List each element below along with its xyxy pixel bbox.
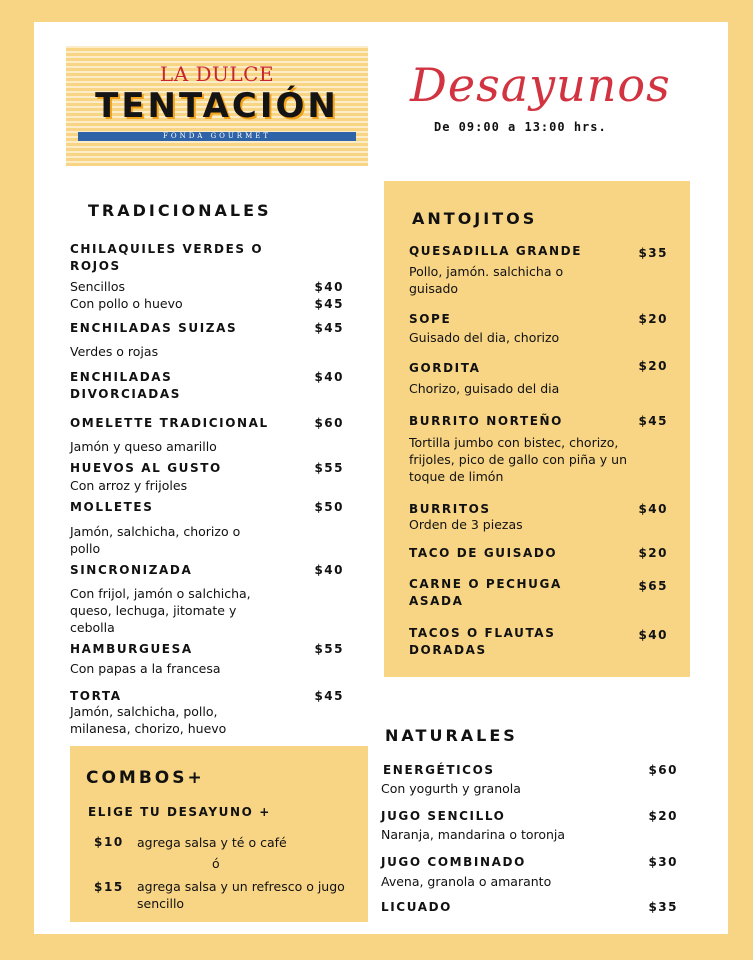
logo-line-2: TENTACIÓN — [95, 86, 339, 126]
item-name-burrito-norteno: BURRITO NORTEÑO — [409, 414, 563, 428]
item-name-sope: SOPE — [409, 312, 452, 326]
item-price-enchiladas-suizas: $45 — [314, 321, 344, 335]
menu-title: Desayunos — [410, 58, 671, 112]
item-name-quesadilla: QUESADILLA GRANDE — [409, 244, 583, 258]
item-desc-sope: Guisado del dia, chorizo — [409, 330, 560, 345]
item-name-huevos: HUEVOS AL GUSTO — [70, 461, 222, 475]
item-name-sincronizada: SINCRONIZADA — [70, 563, 193, 577]
item-price-burritos: $40 — [638, 502, 668, 516]
combo-desc-15: agrega salsa y un refresco o jugo sencillo — [137, 879, 345, 911]
item-desc-torta: Jamón, salchicha, pollo, milanesa, chorizo, huevo — [70, 704, 227, 736]
item-name-chilaquiles: CHILAQUILES VERDES O ROJOS — [70, 242, 264, 273]
item-name-tacos-flautas: TACOS O FLAUTAS DORADAS — [409, 626, 556, 657]
item-name-carne-asada: CARNE O PECHUGA ASADA — [409, 577, 562, 608]
item-name-taco-guisado: TACO DE GUISADO — [409, 546, 558, 560]
item-price-huevos: $55 — [314, 461, 344, 475]
item-desc-sincronizada: Con frijol, jamón o salchicha, queso, lechuga, jitomate y cebolla — [70, 586, 251, 635]
item-price-quesadilla: $35 — [638, 246, 668, 260]
item-name-jugo-combinado: JUGO COMBINADO — [381, 855, 526, 869]
item-price-chilaquiles-sencillos: $40 — [314, 280, 344, 294]
item-option-chilaquiles-sencillos: Sencillos — [70, 279, 125, 294]
antojitos-box — [384, 181, 690, 677]
item-name-hamburguesa: HAMBURGUESA — [70, 642, 193, 656]
item-desc-gordita: Chorizo, guisado del dia — [409, 381, 560, 396]
logo-line-1: LA DULCE — [159, 62, 275, 86]
item-price-chilaquiles-pollo: $45 — [314, 297, 344, 311]
combo-or: ó — [212, 856, 220, 871]
item-price-sincronizada: $40 — [314, 563, 344, 577]
item-price-energeticos: $60 — [648, 763, 678, 777]
item-price-taco-guisado: $20 — [638, 546, 668, 560]
item-desc-huevos: Con arroz y frijoles — [70, 478, 188, 493]
logo-tagline: FONDA GOURMET — [78, 132, 356, 141]
menu-hours: De 09:00 a 13:00 hrs. — [434, 120, 607, 134]
item-name-jugo-sencillo: JUGO SENCILLO — [381, 809, 506, 823]
item-price-gordita: $20 — [638, 359, 668, 373]
item-price-torta: $45 — [314, 689, 344, 703]
section-heading-tradicionales: TRADICIONALES — [88, 201, 272, 220]
section-heading-antojitos: ANTOJITOS — [412, 209, 538, 228]
item-price-sope: $20 — [638, 312, 668, 326]
item-price-molletes: $50 — [314, 500, 344, 514]
restaurant-logo — [66, 46, 368, 166]
item-price-licuado: $35 — [648, 900, 678, 914]
section-heading-naturales: NATURALES — [385, 726, 518, 745]
item-price-omelette: $60 — [314, 416, 344, 430]
section-heading-combos: COMBOS+ — [86, 768, 205, 788]
item-desc-jugo-sencillo: Naranja, mandarina o toronja — [381, 827, 566, 842]
item-option-chilaquiles-pollo: Con pollo o huevo — [70, 296, 183, 311]
item-price-carne-asada: $65 — [638, 579, 668, 593]
item-desc-jugo-combinado: Avena, granola o amaranto — [381, 874, 552, 889]
item-name-omelette: OMELETTE TRADICIONAL — [70, 416, 269, 430]
item-price-burrito-norteno: $45 — [638, 414, 668, 428]
combo-desc-10: agrega salsa y té o café — [137, 835, 287, 850]
combos-subheading: ELIGE TU DESAYUNO + — [88, 805, 271, 819]
item-price-jugo-combinado: $30 — [648, 855, 678, 869]
item-price-hamburguesa: $55 — [314, 642, 344, 656]
item-price-tacos-flautas: $40 — [638, 628, 668, 642]
item-name-energeticos: ENERGÉTICOS — [383, 763, 495, 777]
item-desc-quesadilla: Pollo, jamón. salchicha o guisado — [409, 264, 564, 296]
item-name-enchiladas-divorciadas: ENCHILADAS DIVORCIADAS — [70, 370, 181, 401]
menu-page — [34, 22, 728, 934]
item-desc-energeticos: Con yogurth y granola — [381, 781, 521, 796]
combos-box — [70, 746, 368, 922]
item-name-burritos: BURRITOS — [409, 502, 491, 516]
item-desc-burrito-norteno: Tortilla jumbo con bistec, chorizo, frijoles, pico de gallo con piña y un toque de limón — [409, 435, 628, 484]
item-desc-burritos: Orden de 3 piezas — [409, 517, 523, 532]
item-desc-omelette: Jamón y queso amarillo — [70, 439, 217, 454]
item-name-torta: TORTA — [70, 689, 122, 703]
item-price-enchiladas-divorciadas: $40 — [314, 370, 344, 384]
combo-price-10: $10 — [94, 835, 124, 849]
item-desc-molletes: Jamón, salchicha, chorizo o pollo — [70, 524, 241, 556]
item-desc-hamburguesa: Con papas a la francesa — [70, 661, 221, 676]
item-desc-enchiladas-suizas: Verdes o rojas — [70, 344, 159, 359]
item-name-gordita: GORDITA — [409, 361, 481, 375]
item-name-licuado: LICUADO — [381, 900, 452, 914]
item-name-molletes: MOLLETES — [70, 500, 154, 514]
item-price-jugo-sencillo: $20 — [648, 809, 678, 823]
item-name-enchiladas-suizas: ENCHILADAS SUIZAS — [70, 321, 238, 335]
combo-price-15: $15 — [94, 880, 124, 894]
